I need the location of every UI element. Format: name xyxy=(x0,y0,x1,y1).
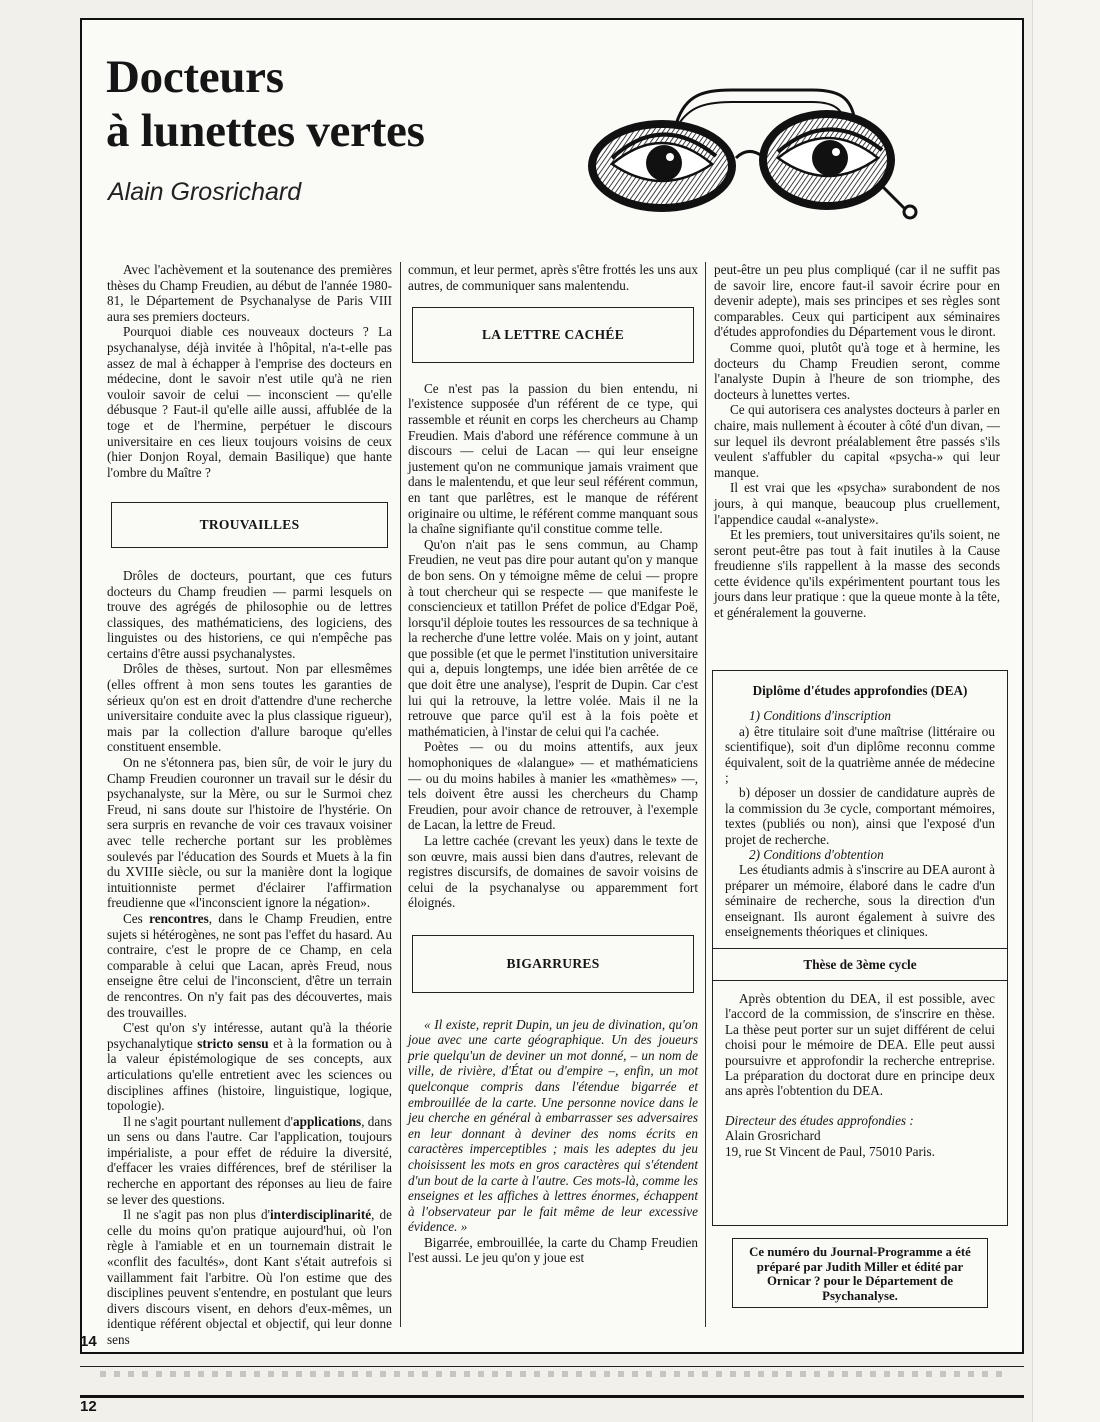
section-heading-bigarrures: BIGARRURES xyxy=(412,935,694,993)
dea-heading: Diplôme d'études approfondies (DEA) xyxy=(752,683,968,698)
director-title: Directeur des études approfondies : xyxy=(725,1112,914,1128)
dupin-quote: « Il existe, reprit Dupin, un jeu de divination, qu'on joue avec une carte géographique. Un des joueurs prie quelqu'un de deviner un mot donné, – un nom de ville, de rivière, d'État ou d'empire –, enfin, un mot quelconque compris dans l'étendue bigarrée et embrouillée de la carte. Une personne novice dans le jeu cherche en général à embarrasser ses adversaires en leur donnant à deviner des noms écrits en caractères imperceptibles ; mais les adeptes du jeu choisissent les mots en gros caractères qui s'étendent d'un bout de la carte à l'autre. Ces mots-là, comme les enseignes et les affiches à lettres énormes, échappent à l'observateur par le fait même de leur excessive évidence. » xyxy=(408,1016,698,1235)
article-column-3 xyxy=(714,262,1000,621)
dea-conditions-obtention-title: 2) Conditions d'obtention xyxy=(749,847,884,863)
dea-info-box xyxy=(712,670,1008,1226)
paragraph: Qu'on n'ait pas le sens commun, au Champ Freudien, ne veut pas dire pour autant qu'on y manque de bon sens. On y témoigne même de celui — propre à tout chercheur qui se respecte — que manifeste le consciencieux et tatillon Préfet de police d'Edgar Poë, lorsqu'il déploie toutes les ressources de sa technique à la recherche d'une lettre volée. Mais on y joint, autant que possible (et que le permet l'institution universitaire qui a, depuis longtemps, une idée bien arrêtée de ce que doit être une analyse), l'esprit de Dupin. Car c'est lui qui la retrouve, la lettre volée. Mais il ne la retrouve que parce qu'il est à la fois poète et mathématicien, à l'instar de celui qui l'a cachée. xyxy=(408,536,698,739)
paragraph: Avec l'achèvement et la soutenance des premières thèses du Champ Freudien, au début de l'année 1980-81, le Département de Psychanalyse de Paris VIII aura ses premiers docteurs. xyxy=(107,262,392,324)
dea-condition-a: a) être titulaire soit d'une maîtrise (littéraire ou scientifique), soit d'un diplôme reconnu comme équivalent, soit de la quatrième année de médecine ; xyxy=(725,723,995,786)
article-column-2 xyxy=(408,262,698,1266)
column-rule-1 xyxy=(400,262,401,1327)
column-rule-2 xyxy=(705,262,706,1327)
dea-divider xyxy=(713,948,1007,949)
dea-conditions-obtention-text: Les étudiants admis à s'inscrire au DEA auront à préparer un mémoire, élaboré dans le cadre d'un séminaire de recherche, sous la direction d'un enseignant. Ils auront également à suivre des enseignements théoriques et cliniques. xyxy=(725,862,995,940)
paragraph: Pourquoi diable ces nouveaux docteurs ? La psychanalyse, déjà invitée à l'hôpital, n'a-t-elle pas assez de mal à échapper à l'emprise des docteurs en médecine, dont le savoir n'est utile qu'à ne rien vouloir savoir de celui — inconscient — qu'elle débusque ? Faut-il qu'elle aille aussi, affublée de la toge et de l'hermine, perpétuer le discours universitaire en ces lieux toujours voisins de ceux (hier Donjon Royal, demain Basilique) que hante l'ombre du Maître ? xyxy=(107,324,392,480)
dea-conditions-inscription-title: 1) Conditions d'inscription xyxy=(749,708,892,724)
adjacent-page-edge xyxy=(1032,0,1100,1422)
paragraph: Ces rencontres, dans le Champ Freudien, entre sujets si hétérogènes, ne sont pas l'effet du hasard. Au contraire, c'est le propre de ce Champ, en cela comparable à celui que Lacan, après Freud, nous enseigne être celui de l'inconscient, d'être un terrain de rencontres. On n'y fait pas des découvertes, mais des trouvailles. xyxy=(107,910,392,1020)
article-title xyxy=(106,50,425,158)
paragraph: Drôles de docteurs, pourtant, que ces futurs docteurs du Champ freudien — parmi lesquels on trouve des agrégés de philosophie ou de lettres classiques, des mathématiciens, des logiciens, des linguistes ou des historiens, ce qui n'empêche pas certains d'être aussi psychanalystes. xyxy=(107,567,392,661)
paragraph: On ne s'étonnera pas, bien sûr, de voir le jury du Champ Freudien couronner un travail sur le désir du psychanalyste, sur la Mère, ou sur le Surmoi chez Freud, ni sans doute sur l'histoire de l'hystérie. On sera surpris en revanche de voir ces travaux voisiner avec telle recherche portant sur les problèmes soulevés par l'éducation des Sourds et Muets à la fin du XVIIIe siècle, ou sur la manière dont la logique intuitionniste permet d'éclairer l'affirmation freudienne que «l'inconscient ignore la négation». xyxy=(107,755,392,911)
paragraph: La lettre cachée (crevant les yeux) dans le texte de son œuvre, mais aussi bien dans d'autres, relevant de registres discursifs, de domaines de savoir voisins de celui de la psychanalyse ou apparemment fort éloignés. xyxy=(408,833,698,911)
paragraph: Il ne s'agit pas non plus d'interdisciplinarité, de celle du moins qu'on pratique aujourd'hui, où l'on règle à l'amiable et en un tournemain distrait le «conflit des facultés», dont Kant s'était autrefois si vaillamment fait l'arbitre. Où l'on estime que des disciplines peuvent s'entendre, en postulant que leurs divers discours visent, en dehors d'eux-mêmes, un identique référent objectal et objectif, qui leur donne sens xyxy=(107,1207,392,1347)
director-name: Alain Grosrichard xyxy=(725,1128,821,1144)
section-heading-lettre-cachee: LA LETTRE CACHÉE xyxy=(412,307,694,363)
paragraph: Drôles de thèses, surtout. Non par ellesmêmes (elles offrent à mon sens toutes les garanties de sérieux qu'on est en droit d'attendre d'une recherche universitaire conduite avec la plus classique rigueur), mais par la collection d'allure baroque qu'elles constituent ensemble. xyxy=(107,661,392,755)
paragraph: peut-être un peu plus compliqué (car il ne suffit pas de savoir lire, encore faut-il savoir écrire pour en devenir adepte), mais ses principes et ses règles sont comparables. Ceux qui participent aux séminaires d'études approfondies du Département vous le diront. xyxy=(714,262,1000,340)
director-block xyxy=(725,1113,995,1159)
page-number: 14 xyxy=(80,1333,97,1350)
paragraph: Comme quoi, plutôt qu'à toge et à hermine, les docteurs du Champ Freudien seront, comme l'analyste Dupin à l'heure de son triomphe, des docteurs à lunettes vertes. xyxy=(714,339,1000,402)
paragraph: C'est qu'on s'y intéresse, autant qu'à la théorie psychanalytique stricto sensu et à la formation ou à la valeur épistémologique de ses concepts, aux articulations qu'elle entretient avec les sciences ou disciplines affines (histoire, linguistique, logique, topologie). xyxy=(107,1020,392,1114)
paragraph: Il ne s'agit pourtant nullement d'applications, dans un sens ou dans l'autre. Car l'application, toujours impérialiste, a pour effet de réduire la diversité, d'effacer les vraies différences, bref de stériliser la recherche en apportant des réponses au lieu de faire se lever des questions. xyxy=(107,1113,392,1207)
title-line-1: Docteurs xyxy=(106,51,284,103)
paragraph: Il est vrai que les «psycha» surabondent de nos jours, à qui manque, beaucoup plus cruellement, l'appendice caudal «-analyste». xyxy=(714,480,1000,527)
these-text: Après obtention du DEA, il est possible, avec l'accord de la commission, de s'inscrire en thèse. La thèse peut porter sur un sujet différent de celui choisi pour le mémoire de DEA. Elle peut aussi poursuivre et approfondir la recherche entreprise. La préparation du doctorat dure en principe deux ans après l'obtention du DEA. xyxy=(725,990,995,1099)
paragraph: Ce n'est pas la passion du bien entendu, ni l'existence supposée d'un référent de ce type, qui rassemble et réunit en corps les chercheurs au Champ Freudien. Mais d'abord une référence commune à un discours — celui de Lacan — qui leur enseigne justement qu'on ne communique jamais vraiment que dans le malentendu, et que leur seul référent commun, en tant que parlêtres, est le manque de référent originaire ou ultime, le référent comme manquant sous la chaîne signifiante qu'il constitue comme telle. xyxy=(408,380,698,537)
credits-box: Ce numéro du Journal-Programme a été préparé par Judith Miller et édité par Ornicar ? pour le Département de Psychanalyse. xyxy=(732,1238,988,1308)
these-divider xyxy=(713,980,1007,981)
section-heading-trouvailles: TROUVAILLES xyxy=(111,502,388,548)
green-glasses-illustration xyxy=(582,86,942,226)
dea-condition-b: b) déposer un dossier de candidature auprès de la commission du 3e cycle, comportant mémoires, textes (publiés ou non), ainsi que l'exposé d'un projet de recherche. xyxy=(725,785,995,847)
article-author: Alain Grosrichard xyxy=(108,178,302,206)
these-heading: Thèse de 3ème cycle xyxy=(803,956,917,972)
paragraph: Et les premiers, tout universitaires qu'ils soient, ne seront peut-être pas tout à fait inutiles à la Cause freudienne s'ils rappellent à la masse des seconds cette évidence qu'ils expérimentent pourtant tous les jours dans leur pratique : que la queue monte à la tête, et généralement la gouverne. xyxy=(714,527,1000,621)
paragraph: commun, et leur permet, après s'être frottés les uns aux autres, de communiquer sans malentendu. xyxy=(408,262,698,293)
underlying-page-frame xyxy=(80,1366,1024,1398)
paragraph: Poètes — ou du moins attentifs, aux jeux homophoniques de «lalangue» — et mathématiciens — ou du moins habiles à manier les «mathèmes» —, tels doivent être aussi les chercheurs du Champ Freudien, pour avoir chance de retrouver, à l'exemple de Lacan, la lettre de Freud. xyxy=(408,739,698,833)
director-address: 19, rue St Vincent de Paul, 75010 Paris. xyxy=(725,1143,935,1159)
paragraph: Bigarrée, embrouillée, la carte du Champ Freudien l'est aussi. Le jeu qu'on y joue est xyxy=(408,1234,698,1266)
underlying-page-number: 12 xyxy=(80,1398,97,1415)
paragraph: Ce qui autorisera ces analystes docteurs à parler en chaire, mais nullement à écouter à côté d'un divan, — sur lequel ils devront préalablement être passés s'ils veulent s'affubler du capital «psycha-» qui leur manque. xyxy=(714,402,1000,480)
title-line-2: à lunettes vertes xyxy=(106,105,425,157)
article-column-1 xyxy=(107,262,392,1348)
